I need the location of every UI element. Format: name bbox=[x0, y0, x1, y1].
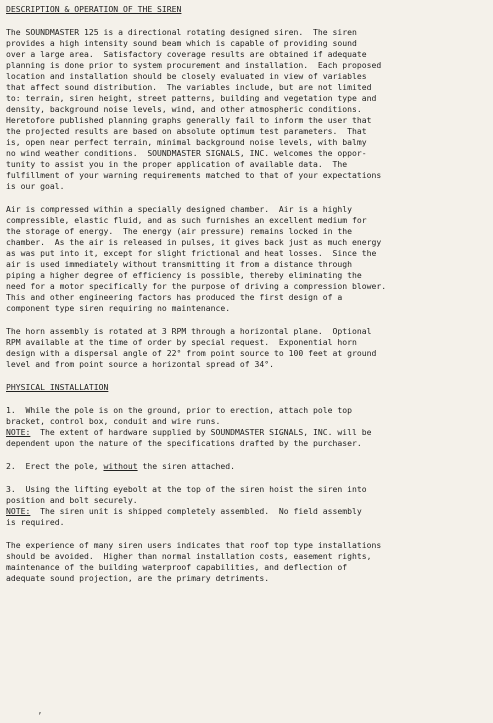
text-line: 1. While the pole is on the ground, prior to erection, attach pole top bbox=[6, 405, 352, 415]
text-line bbox=[6, 461, 485, 472]
step-2 bbox=[6, 461, 485, 472]
text-line: planning is done prior to system procurement and installation. Each proposed bbox=[6, 60, 382, 70]
text-line: fulfillment of your warning requirements matched to that of your expectations bbox=[6, 170, 382, 180]
text-line: density, background noise levels, wind, and other atmospheric conditions. bbox=[6, 104, 362, 114]
paragraph-horn-assembly bbox=[6, 326, 485, 370]
text-line: 3. Using the lifting eyebolt at the top of the siren hoist the siren into bbox=[6, 484, 367, 494]
text-line: is required. bbox=[6, 517, 65, 527]
text-line: adequate sound projection, are the primary detriments. bbox=[6, 573, 270, 583]
text-line: The extent of hardware supplied by SOUNDMASTER SIGNALS, INC. will be bbox=[30, 427, 372, 437]
text-line: as was put into it, except for slight frictional and heat losses. Since the bbox=[6, 248, 377, 258]
text-line: no wind weather conditions. SOUNDMASTER SIGNALS, INC. welcomes the oppor- bbox=[6, 148, 367, 158]
text-line: The experience of many siren users indicates that roof top type installations bbox=[6, 540, 382, 550]
text-line: Heretofore published planning graphs generally fail to inform the user that bbox=[6, 115, 372, 125]
step-2-text: 2. Erect the pole, bbox=[6, 461, 104, 471]
text-line: chamber. As the air is released in pulses, it gives back just as much energy bbox=[6, 237, 382, 247]
text-line: to: terrain, siren height, street patterns, building and vegetation type and bbox=[6, 93, 377, 103]
text-line: Air is compressed within a specially designed chamber. Air is a highly bbox=[6, 204, 352, 214]
step-3 bbox=[6, 484, 485, 528]
text-line: air is used immediately without transmitting it from a distance through bbox=[6, 259, 352, 269]
step-2-emphasis: without bbox=[103, 461, 138, 471]
note-label: NOTE: bbox=[6, 506, 31, 516]
note-label: NOTE: bbox=[6, 427, 31, 437]
step-2-text-end: the siren attached. bbox=[137, 461, 236, 471]
text-line: need for a motor specifically for the purpose of driving a compression blower. bbox=[6, 281, 387, 291]
paragraph-roof-installations bbox=[6, 540, 485, 584]
paragraph-air-compression bbox=[6, 204, 485, 314]
text-line: level and from point source a horizontal spread of 34°. bbox=[6, 359, 275, 369]
text-line: dependent upon the nature of the specifications drafted by the purchaser. bbox=[6, 438, 362, 448]
text-line: is our goal. bbox=[6, 181, 65, 191]
text-line: The siren unit is shipped completely assembled. No field assembly bbox=[30, 506, 362, 516]
text-line: design with a dispersal angle of 22° from point source to 100 feet at ground bbox=[6, 348, 377, 358]
text-line: RPM available at the time of order by special request. Exponential horn bbox=[6, 337, 357, 347]
text-line: compressible, elastic fluid, and as such furnishes an excellent medium for bbox=[6, 215, 367, 225]
text-line: over a large area. Satisfactory coverage results are obtained if adequate bbox=[6, 49, 367, 59]
text-line: should be avoided. Higher than normal installation costs, easement rights, bbox=[6, 551, 372, 561]
text-line: the storage of energy. The energy (air pressure) remains locked in the bbox=[6, 226, 352, 236]
note-line bbox=[6, 427, 485, 438]
text-line: provides a high intensity sound beam which is capable of providing sound bbox=[6, 38, 357, 48]
text-line: This and other engineering factors has produced the first design of a bbox=[6, 292, 343, 302]
text-line: is, open near perfect terrain, minimal background noise levels, with balmy bbox=[6, 137, 367, 147]
text-line: The SOUNDMASTER 125 is a directional rotating designed siren. The siren bbox=[6, 27, 357, 37]
text-line: location and installation should be closely evaluated in view of variables bbox=[6, 71, 367, 81]
text-line: that affect sound distribution. The variables include, but are not limited bbox=[6, 82, 372, 92]
text-line: tunity to assist you in the proper application of available data. The bbox=[6, 159, 348, 169]
stray-mark: ’ bbox=[37, 712, 43, 722]
step-1 bbox=[6, 405, 485, 449]
text-line: the projected results are based on absolute optimum test parameters. That bbox=[6, 126, 367, 136]
text-line: piping a higher degree of efficiency is possible, thereby eliminating the bbox=[6, 270, 362, 280]
paragraph-overview bbox=[6, 27, 485, 192]
text-line: maintenance of the building waterproof capabilities, and deflection of bbox=[6, 562, 348, 572]
note-line bbox=[6, 506, 485, 517]
text-line: bracket, control box, conduit and wire runs. bbox=[6, 416, 221, 426]
text-line: component type siren requiring no maintenance. bbox=[6, 303, 231, 313]
text-line: The horn assembly is rotated at 3 RPM through a horizontal plane. Optional bbox=[6, 326, 372, 336]
text-line: position and bolt securely. bbox=[6, 495, 138, 505]
section-heading-installation: PHYSICAL INSTALLATION bbox=[6, 382, 109, 392]
section-heading-description: DESCRIPTION & OPERATION OF THE SIREN bbox=[6, 4, 182, 14]
